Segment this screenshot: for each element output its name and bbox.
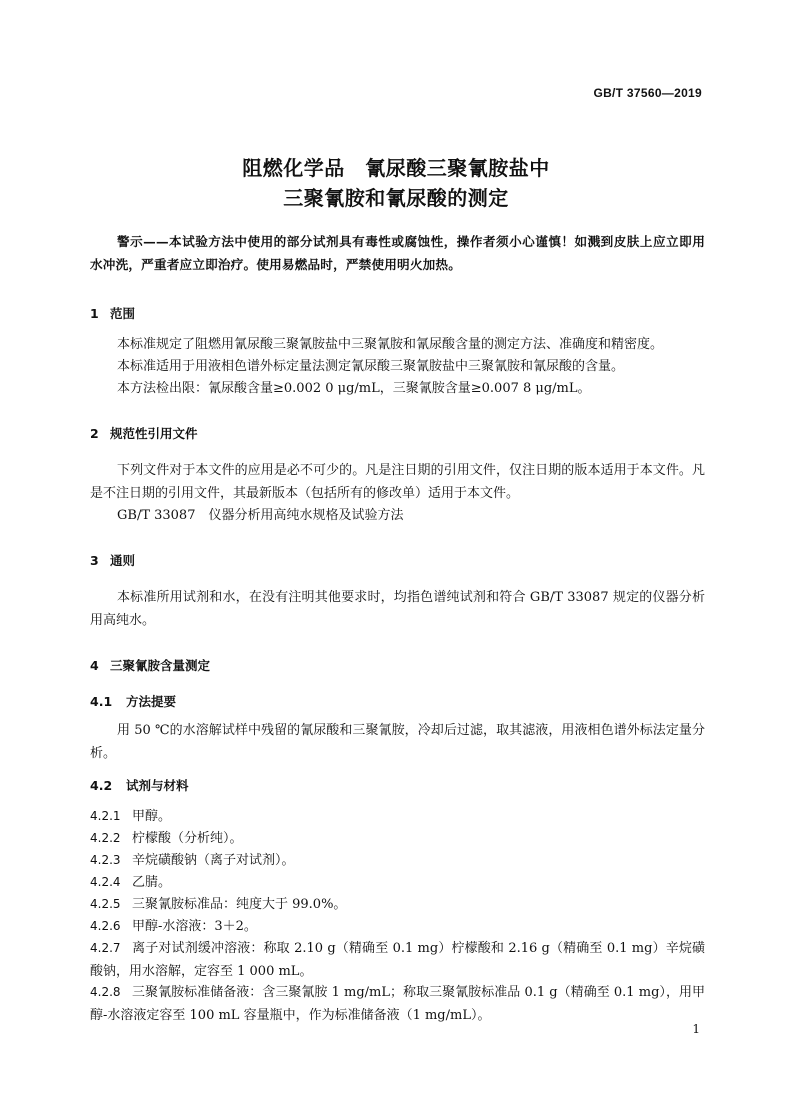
item-text: 甲醇。 [132, 809, 172, 824]
general-paragraph: 本标准所用试剂和水，在没有注明其他要求时，均指色谱纯试剂和符合 GB/T 33087 规定的仪器分析用高纯水。 [90, 590, 705, 628]
item-number: 4.2.1 [90, 809, 121, 823]
section-number: 4.1 [90, 694, 113, 709]
list-item [90, 937, 705, 983]
method-summary-paragraph: 用 50 ℃的水溶解试样中残留的氰尿酸和三聚氰胺，冷却后过滤，取其滤液，用液相色谱外标法定量分析。 [90, 723, 705, 761]
section-number: 1 [90, 306, 99, 321]
section-4-heading [90, 656, 210, 674]
item-number: 4.2.4 [90, 875, 121, 889]
section-title: 方法提要 [126, 694, 177, 709]
section-title: 规范性引用文件 [110, 426, 198, 441]
item-text: 乙腈。 [132, 875, 172, 890]
section-1-heading [90, 304, 135, 322]
item-number: 4.2.6 [90, 919, 121, 933]
scope-paragraph-2: 本标准适用于用液相色谱外标定量法测定氰尿酸三聚氰胺盐中三聚氰胺和氰尿酸的含量。 [117, 359, 625, 374]
list-item [90, 871, 710, 895]
item-text: 三聚氰胺标准储备液：含三聚氰胺 1 mg/mL；称取三聚氰胺标准品 0.1 g（精确至 0.1 mg），用甲醇-水溶液定容至 100 mL 容量瓶中，作为标准储备液（1 mg/mL）。 [90, 985, 705, 1023]
item-text: 辛烷磺酸钠（离子对试剂）。 [132, 853, 295, 868]
item-number: 4.2.2 [90, 831, 121, 845]
list-item [90, 915, 710, 939]
item-text: 柠檬酸（分析纯）。 [132, 831, 243, 846]
list-item [90, 893, 710, 917]
section-4-1-heading [90, 692, 176, 710]
list-item [90, 827, 710, 851]
list-item [90, 849, 710, 873]
list-item [90, 981, 705, 1027]
list-item [90, 805, 710, 829]
document-title-line1: 阻燃化学品 氰尿酸三聚氰胺盐中 [242, 156, 550, 180]
normative-reference: GB/T 33087 仪器分析用高纯水规格及试验方法 [117, 508, 404, 523]
item-number: 4.2.5 [90, 897, 121, 911]
item-text: 甲醇-水溶液：3＋2。 [132, 919, 257, 934]
section-number: 3 [90, 553, 99, 568]
document-title-line2: 三聚氰胺和氰尿酸的测定 [283, 186, 509, 210]
section-title: 三聚氰胺含量测定 [110, 658, 211, 673]
section-number: 4.2 [90, 778, 113, 793]
item-number: 4.2.3 [90, 853, 121, 867]
section-number: 4 [90, 658, 99, 673]
normative-paragraph: 下列文件对于本文件的应用是必不可少的。凡是注日期的引用文件，仅注日期的版本适用于本文件。凡是不注日期的引用文件，其最新版本（包括所有的修改单）适用于本文件。 [90, 463, 705, 501]
section-4-2-heading [90, 776, 189, 794]
scope-paragraph-1: 本标准规定了阻燃用氰尿酸三聚氰胺盐中三聚氰胺和氰尿酸含量的测定方法、准确度和精密度。 [117, 337, 664, 352]
section-title: 范围 [110, 306, 136, 321]
page-number: 1 [692, 1022, 700, 1036]
section-3-heading [90, 551, 135, 569]
section-number: 2 [90, 426, 99, 441]
item-text: 离子对试剂缓冲溶液：称取 2.10 g（精确至 0.1 mg）柠檬酸和 2.16 g（精确至 0.1 mg）辛烷磺酸钠，用水溶解，定容至 1 000 mL。 [90, 941, 705, 979]
section-2-heading [90, 424, 198, 442]
standard-number: GB/T 37560—2019 [593, 86, 702, 100]
item-number: 4.2.8 [90, 985, 121, 999]
item-number: 4.2.7 [90, 941, 121, 955]
scope-paragraph-3: 本方法检出限：氰尿酸含量≥0.002 0 μg/mL，三聚氰胺含量≥0.007 8 μg/mL。 [117, 381, 591, 396]
section-title: 试剂与材料 [126, 778, 189, 793]
warning-notice: 警示——本试验方法中使用的部分试剂具有毒性或腐蚀性，操作者须小心谨慎！如溅到皮肤上应立即用水冲洗，严重者应立即治疗。使用易燃品时，严禁使用明火加热。 [90, 234, 705, 272]
section-title: 通则 [110, 553, 136, 568]
item-text: 三聚氰胺标准品：纯度大于 99.0%。 [132, 897, 347, 912]
